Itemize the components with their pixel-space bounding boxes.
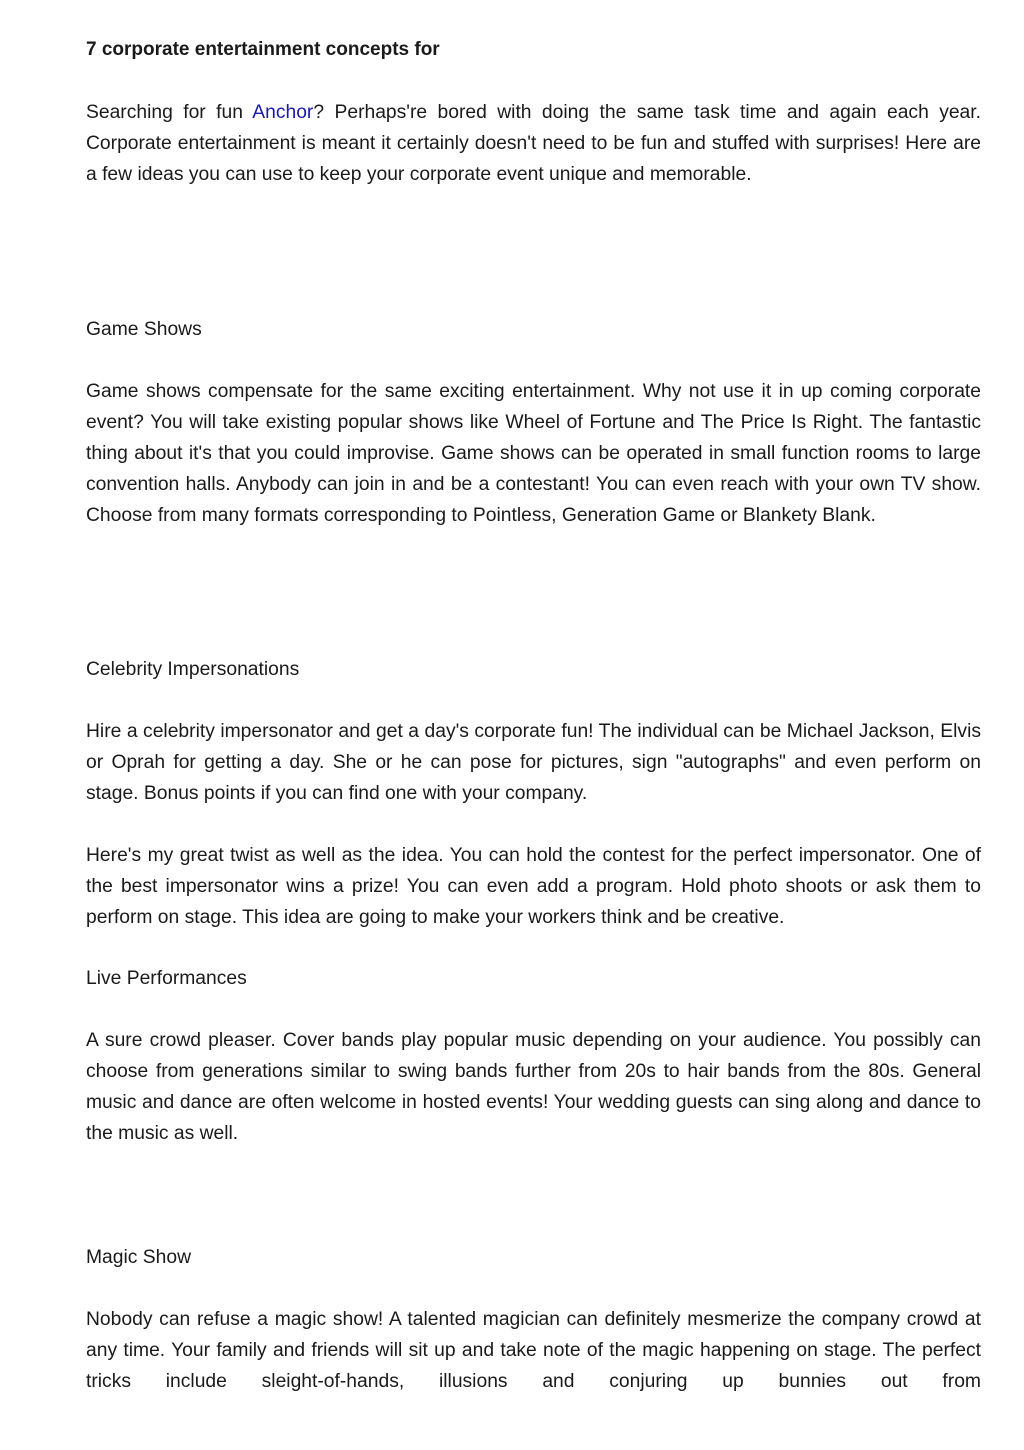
celebrity-paragraph-1: Hire a celebrity impersonator and get a day's corporate fun! The individual can be Michael Jackson, Elvis or Oprah for getting a day. She or he can pose for pictures, sign "autographs" and even perform on stage. Bonus points if you can find one with your company. [86,721,981,804]
section-heading-live-performances: Live Performances [86,968,247,989]
anchor-link[interactable]: Anchor [252,102,314,123]
live-performances-paragraph: A sure crowd pleaser. Cover bands play popular music depending on your audience. You possibly can choose from generations similar to swing bands further from 20s to hair bands from the 80s. General music and dance are often welcome in hosted events! Your wedding guests can sing along and dance to the music as well. [86,1030,981,1144]
section-heading-magic-show: Magic Show [86,1247,192,1268]
celebrity-paragraph-2: Here's my great twist as well as the idea. You can hold the contest for the perfect impersonator. One of the best impersonator wins a prize! You can even add a program. Hold photo shoots or ask them to perform on stage. This idea are going to make your workers think and be creative. [86,845,981,928]
game-shows-paragraph: Game shows compensate for the same exciting entertainment. Why not use it in up coming corporate event? You will take existing popular shows like Wheel of Fortune and The Price Is Right. The fantastic thing about it's that you could improvise. Game shows can be operated in small function rooms to large convention halls. Anybody can join in and be a contestant! You can even reach with your own TV show. Choose from many formats corresponding to Pointless, Generation Game or Blankety Blank. [86,381,981,526]
intro-paragraph [86,97,981,190]
intro-text-after-link: ? Perhaps're bored with doing the same task time and again each year. Corporate entertainment is meant it certainly doesn't need to be fun and stuffed with surprises! Here are a few ideas you can use to keep your corporate event unique and memorable. [86,102,981,185]
section-heading-celebrity-impersonations: Celebrity Impersonations [86,659,300,680]
section-heading-game-shows: Game Shows [86,319,202,340]
magic-show-paragraph: Nobody can refuse a magic show! A talented magician can definitely mesmerize the company crowd at any time. Your family and friends will sit up and take note of the magic happening on stage. The perfect tricks include sleight-of-hands, illusions and conjuring up bunnies out from [86,1309,981,1392]
document-title: 7 corporate entertainment concepts for [86,39,440,60]
intro-text-before-link: Searching for fun [86,102,253,123]
